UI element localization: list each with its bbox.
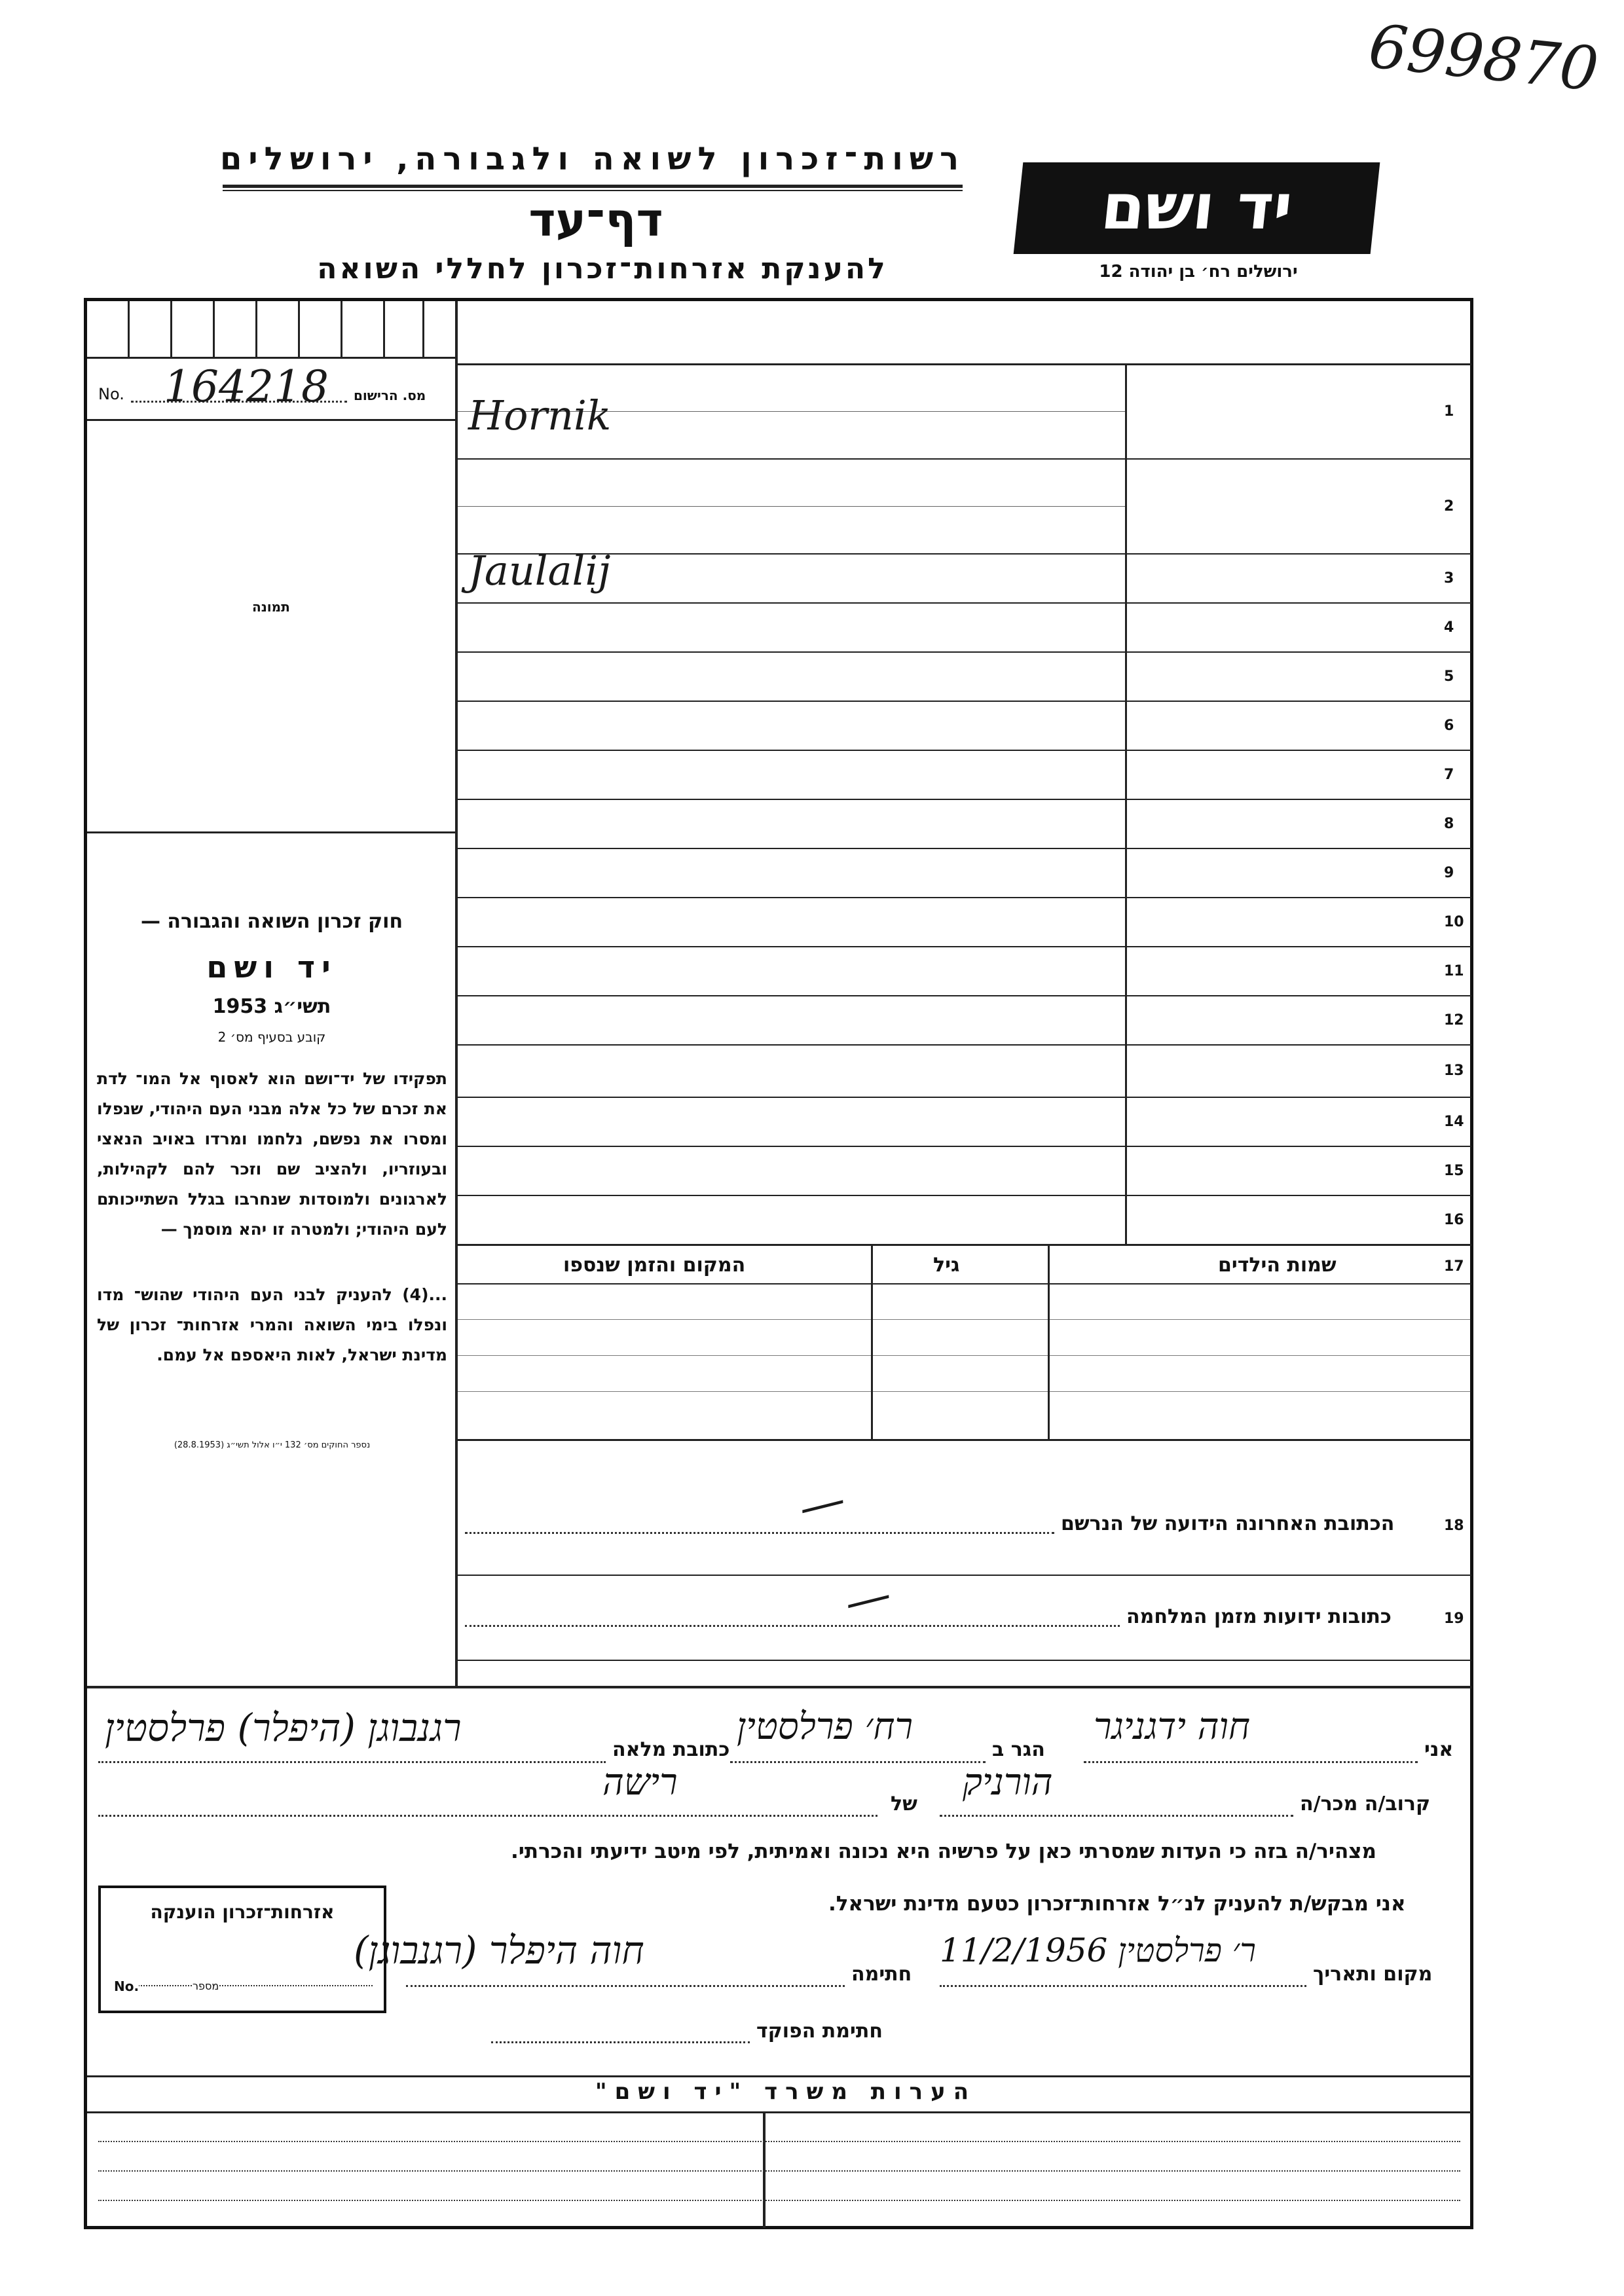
signature: חוה היפלר (רגנבוגן): [354, 1928, 644, 1973]
decl-statement: מצהיר/ה בזה כי העדות שמסרתי כאן על פרשיה היא נכונה ואמיתית, לפי מיטב ידיעתי והכרתי.: [511, 1840, 1376, 1863]
decl-relative: הורניק: [963, 1761, 1053, 1804]
field-14-number: 14: [1444, 1114, 1464, 1130]
decl-of: רישה: [602, 1761, 678, 1804]
law-text-2: ...(4) להעניק לבני העם היהודי שהוש־ מדו ונפלו בימי השואה והמרי אזרחות־ זכרון של מדינת ישראל, לאות היאספם אל עמם.: [97, 1285, 447, 1364]
decl-full-address-label: כתובת מלאה: [612, 1738, 730, 1761]
decl-ani: אני: [1424, 1738, 1454, 1761]
law-clause: קובע בסעיף מס׳ 2: [217, 1029, 326, 1045]
field-16-number: 16: [1444, 1212, 1464, 1228]
decl-relative-label: קרוב/ה מכר/ה: [1300, 1793, 1431, 1815]
field-2-number: 2: [1444, 498, 1454, 515]
field-13-number: 13: [1444, 1063, 1464, 1079]
left-column-divider: [455, 301, 458, 1686]
field-19-number: 19: [1444, 1611, 1464, 1627]
form-subtitle: להענקת אזרחות־זכרון לחללי השואה: [317, 252, 888, 285]
decl-request: אני מבקש/ת להעניק לנ״ל אזרחות־זכרון כטעם מדינת ישראל.: [828, 1892, 1406, 1916]
law-footnote: נספר החוקים מס׳ 132 י״ו אלול תשי״ג (28.8.1953): [174, 1440, 371, 1450]
place-date-label: מקום ותאריך: [1313, 1963, 1433, 1986]
field-8-number: 8: [1444, 816, 1454, 832]
field-10-number: 10: [1444, 914, 1464, 930]
notes-title: הערות משרד "יד ושם": [595, 2079, 977, 2105]
field-15-number: 15: [1444, 1163, 1464, 1179]
registration-no-label: No.: [98, 385, 124, 403]
law-text: תפקידו של יד־ושם הוא לאסוף אל המו־ לדת את זכרם של כל אלה מבני העם היהודי, שנפלו ומסרו את נפשם, נלחמו ומרדו באויב הנאצי ובעוזריו, ולהציב שם וזכר להם לקהילות, לארגונים ולמוסדות שנחרבו בגלל השתייכותם לעם היהודי; ולמטרה זו יהא מוסמך —: [97, 1069, 447, 1239]
field-19-label: כתובות ידועות מזמן המלחמה: [1126, 1605, 1392, 1628]
field-1-value-latin: Hornik: [468, 392, 612, 439]
field-3-value-latin: Jaulalij: [468, 547, 611, 594]
field-7-number: 7: [1444, 767, 1454, 783]
citizenship-stamp-box: [98, 1886, 386, 2013]
place-date: ר׳ פרלסטין 11/2/1956: [940, 1931, 1256, 1969]
registration-number: 164218: [164, 361, 329, 412]
field-11-number: 11: [1444, 963, 1464, 979]
official-signature-label: חתימת הפוקד: [756, 2020, 883, 2043]
logo-text: יד ושם: [1098, 170, 1296, 244]
registration-label: מס. הרישום: [354, 388, 426, 403]
field-1-number: 1: [1444, 403, 1454, 420]
decl-address: רח׳ פרלסטין: [737, 1705, 913, 1748]
field-18-value: —: [793, 1471, 851, 1535]
org-name: רשות־זכרון לשואה ולגבורה, ירושלים: [219, 141, 966, 177]
signature-label: חתימה: [851, 1963, 912, 1986]
logo-address: ירושלים רח׳ בן יהודה 12: [1099, 262, 1298, 282]
decl-of-label: של: [891, 1793, 917, 1815]
children-place-header: המקום והזמן שנספו: [563, 1254, 746, 1277]
stamp-title: אזרחות־זכרון הוענקה: [150, 1901, 335, 1923]
field-6-number: 6: [1444, 718, 1454, 734]
field-19-value: —: [839, 1566, 896, 1630]
children-age-header: גיל: [933, 1254, 960, 1277]
field-17-number: 17: [1444, 1258, 1464, 1275]
stamp-no-label: No.: [114, 1978, 139, 1994]
photo-label: תמונה: [252, 599, 290, 615]
decl-name: חוה ידגניגר: [1094, 1705, 1251, 1748]
law-name: יד ושם: [206, 949, 337, 985]
yad-vashem-logo: [1014, 162, 1380, 254]
children-names-header: שמות הילדים: [1218, 1254, 1337, 1277]
decl-full-address: רגנבוגן (היפלר) פרלסטין: [105, 1705, 462, 1750]
field-18-number: 18: [1444, 1518, 1464, 1534]
field-9-number: 9: [1444, 865, 1454, 881]
form-title: דף־עד: [528, 193, 663, 247]
law-title: חוק זכרון השואה והגבורה —: [140, 910, 403, 933]
field-3-number: 3: [1444, 570, 1454, 587]
field-18-label: הכתובת האחרונה הידועה של הנרשם: [1061, 1512, 1395, 1535]
stamp-number-label: מספר: [193, 1980, 219, 1992]
archive-number: 699870: [1365, 10, 1602, 105]
field-4-number: 4: [1444, 619, 1454, 636]
law-year: תשי״ג 1953: [212, 995, 331, 1018]
field-12-number: 12: [1444, 1012, 1464, 1029]
label-column-divider: [1125, 363, 1127, 1244]
decl-address-prefix: הגר ב: [992, 1738, 1045, 1761]
org-underline: [223, 185, 963, 188]
field-5-number: 5: [1444, 668, 1454, 685]
